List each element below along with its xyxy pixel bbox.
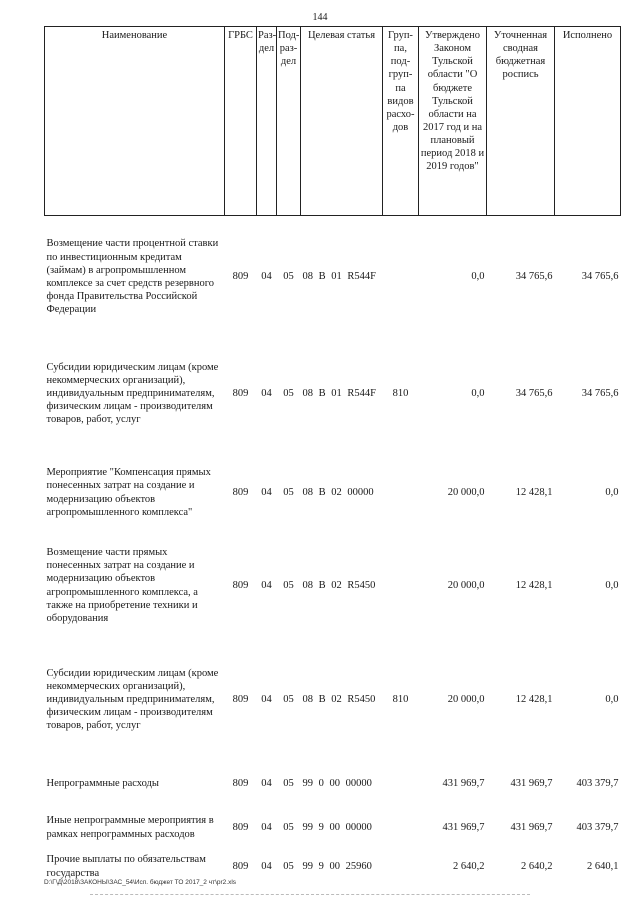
row-name: Иные непрограммные мероприятия в рамках непрограммных расходов xyxy=(46,815,214,840)
row-name: Мероприятие "Компенсация прямых понесенных затрат на создание и модернизацию объектов агропромышленного комплекса" xyxy=(46,467,211,518)
row-podrazdel: 05 xyxy=(283,693,294,705)
table-row xyxy=(45,536,621,636)
row-name: Непрограммные расходы xyxy=(46,777,159,789)
row-podrazdel: 05 xyxy=(283,860,294,872)
table-row xyxy=(45,216,621,338)
table-row xyxy=(45,804,621,852)
header-grbs: ГРБС xyxy=(225,27,257,216)
header-executed: Исполнено xyxy=(555,27,621,216)
row-target: 08 В 02 R5450 xyxy=(302,693,376,705)
header-vid: Груп-па, под-груп-па видов расхо-дов xyxy=(383,27,419,216)
row-target: 99 9 00 25960 xyxy=(302,860,372,872)
table-row xyxy=(45,338,621,450)
row-podrazdel: 05 xyxy=(283,777,294,789)
row-approved: 2 640,2 xyxy=(453,860,485,872)
row-refined: 34 765,6 xyxy=(515,271,553,283)
row-executed: 34 765,6 xyxy=(581,387,619,399)
row-razdel: 04 xyxy=(261,777,272,789)
budget-table xyxy=(44,26,621,882)
row-target: 08 В 02 00000 xyxy=(302,486,374,498)
row-executed: 0,0 xyxy=(605,579,619,591)
row-refined: 12 428,1 xyxy=(515,486,553,498)
row-target: 08 В 02 R5450 xyxy=(302,579,376,591)
row-grbs: 809 xyxy=(232,860,249,872)
row-approved: 0,0 xyxy=(471,271,485,283)
row-executed: 34 765,6 xyxy=(581,271,619,283)
row-grbs: 809 xyxy=(232,579,249,591)
row-refined: 12 428,1 xyxy=(515,579,553,591)
row-grbs: 809 xyxy=(232,271,249,283)
row-target: 08 В 01 R544F xyxy=(302,271,376,283)
header-name: Наименование xyxy=(45,27,225,216)
row-approved: 20 000,0 xyxy=(447,693,485,705)
row-vid: 810 xyxy=(392,693,409,705)
row-grbs: 809 xyxy=(232,777,249,789)
row-name: Субсидии юридическим лицам (кроме некоммерческих организаций), индивидуальным предпринимателям, физическим лицам - производителям товаров, работ, услуг xyxy=(46,361,219,426)
table-row xyxy=(45,764,621,804)
row-razdel: 04 xyxy=(261,693,272,705)
row-vid xyxy=(383,536,419,636)
row-vid xyxy=(383,216,419,338)
row-name: Прочие выплаты по обязательствам государства xyxy=(46,854,206,879)
row-refined: 431 969,7 xyxy=(510,821,553,833)
row-podrazdel: 05 xyxy=(283,271,294,283)
row-executed: 0,0 xyxy=(605,693,619,705)
row-podrazdel: 05 xyxy=(283,486,294,498)
row-vid: 810 xyxy=(392,387,409,399)
row-target: 99 0 00 00000 xyxy=(302,777,372,789)
row-podrazdel: 05 xyxy=(283,579,294,591)
row-razdel: 04 xyxy=(261,860,272,872)
row-podrazdel: 05 xyxy=(283,821,294,833)
row-name: Возмещение части процентной ставки по инвестиционным кредитам (займам) в агропромышленном комплексе за счет средств резервного фонда Правительства Российской Федерации xyxy=(46,238,219,315)
row-grbs: 809 xyxy=(232,693,249,705)
row-refined: 12 428,1 xyxy=(515,693,553,705)
row-executed: 403 379,7 xyxy=(576,821,619,833)
header-podrazdel: Под-раз-дел xyxy=(277,27,301,216)
row-target: 08 В 01 R544F xyxy=(302,387,376,399)
row-approved: 20 000,0 xyxy=(447,486,485,498)
table-header-row xyxy=(45,27,621,216)
row-executed: 403 379,7 xyxy=(576,777,619,789)
row-vid xyxy=(383,852,419,882)
header-approved: Утверждено Законом Тульской области "О бюджете Тульской области на 2017 год и на плановый период 2018 и 2019 годов" xyxy=(419,27,487,216)
row-vid xyxy=(383,804,419,852)
scan-artifact-line xyxy=(90,894,530,895)
row-approved: 431 969,7 xyxy=(442,821,485,833)
row-approved: 431 969,7 xyxy=(442,777,485,789)
row-vid xyxy=(383,764,419,804)
row-refined: 431 969,7 xyxy=(510,777,553,789)
table-row xyxy=(45,852,621,882)
row-approved: 20 000,0 xyxy=(447,579,485,591)
footer-file-path: D:\Г\Д\2018\ЗАКОНЫ\ЗАС_54\Исп. бюджет ТО 2017_2 чт\pr2.xls xyxy=(44,879,237,886)
row-grbs: 809 xyxy=(232,486,249,498)
header-razdel: Раз-дел xyxy=(257,27,277,216)
table-row xyxy=(45,636,621,764)
row-razdel: 04 xyxy=(261,271,272,283)
row-name: Возмещение части прямых понесенных затрат на создание и модернизацию объектов агропромышленного комплекса, а также на приобретение техники и оборудования xyxy=(46,547,198,624)
row-razdel: 04 xyxy=(261,821,272,833)
row-refined: 34 765,6 xyxy=(515,387,553,399)
row-executed: 0,0 xyxy=(605,486,619,498)
page-number: 144 xyxy=(312,12,328,23)
row-executed: 2 640,1 xyxy=(587,860,619,872)
table-row xyxy=(45,450,621,536)
row-name: Субсидии юридическим лицам (кроме некоммерческих организаций), индивидуальным предпринимателям, физическим лицам - производителям товаров, работ, услуг xyxy=(46,667,219,732)
row-refined: 2 640,2 xyxy=(521,860,553,872)
row-razdel: 04 xyxy=(261,387,272,399)
header-refined: Уточненная сводная бюджетная роспись xyxy=(487,27,555,216)
row-razdel: 04 xyxy=(261,486,272,498)
row-razdel: 04 xyxy=(261,579,272,591)
row-target: 99 9 00 00000 xyxy=(302,821,372,833)
row-approved: 0,0 xyxy=(471,387,485,399)
row-vid xyxy=(383,450,419,536)
row-grbs: 809 xyxy=(232,821,249,833)
row-podrazdel: 05 xyxy=(283,387,294,399)
header-target: Целевая статья xyxy=(301,27,383,216)
row-grbs: 809 xyxy=(232,387,249,399)
